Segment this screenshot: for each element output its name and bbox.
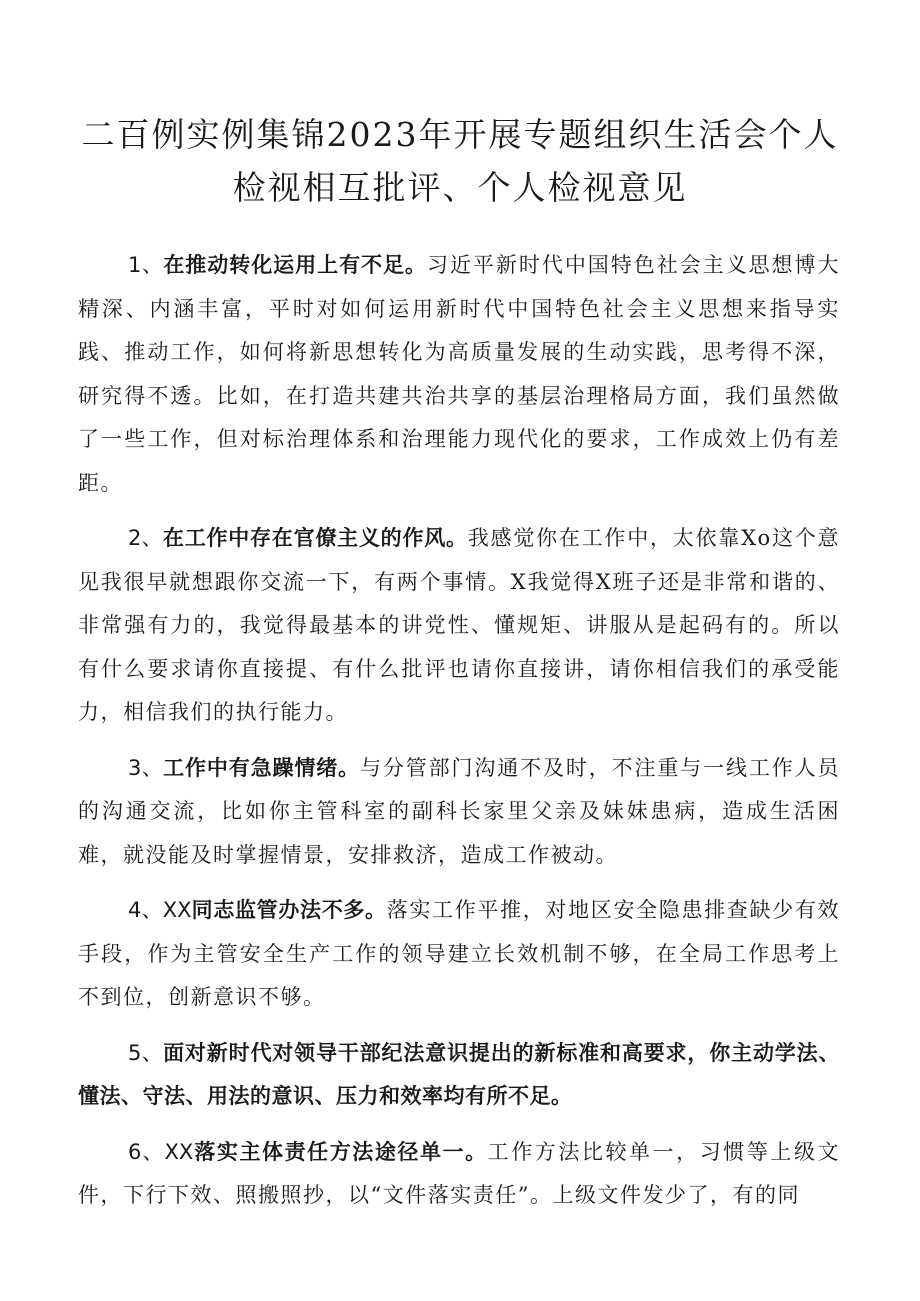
paragraph-heading: 面对新时代对领导干部纪法意识提出的新标准和高要求，你主动学法、懂法、守法、用法的意识、压力和效率均有所不足。 <box>78 1040 840 1108</box>
paragraph-heading: 在工作中存在官僚主义的作风。 <box>162 526 468 550</box>
paragraph-heading: 同志监管办法不多。 <box>191 898 387 922</box>
paragraph-text: 落实工作平推，对地区安全隐患排查缺少有效手段，作为主管安全生产工作的领导建立长效机制不够，在全局工作思考上不到位，创新意识不够。 <box>78 898 841 1009</box>
document-body <box>78 244 840 1230</box>
title-line-1: 二百例实例集锦2023年开展专题组织生活会个人 <box>81 115 839 154</box>
document-title <box>60 108 860 214</box>
paragraph-number: 6、XX <box>128 1139 194 1164</box>
paragraph-2 <box>78 517 840 735</box>
paragraph-number: 5、 <box>128 1040 164 1065</box>
paragraph-text: 与分管部门沟通不及时，不注重与一线工作人员的沟通交流，比如你主管科室的副科长家里父亲及妹妹患病，造成生活困难，就没能及时掌握情景，安排救济，造成工作被动。 <box>78 755 840 867</box>
paragraph-5 <box>78 1032 840 1119</box>
paragraph-number: 1、 <box>128 253 164 277</box>
paragraph-text: 工作方法比较单一，习惯等上级文件，下行下效、照搬照抄，以“文件落实责任”。上级文件发少了，有的同 <box>78 1139 841 1207</box>
paragraph-text: 我感觉你在工作中，太依靠Xo这个意见我很早就想跟你交流一下，有两个事情。X我觉得X班子还是非常和谐的、非常强有力的，我觉得最基本的讲党性、懂规矩、讲服从是起码有的。所以有什么要求请你直接提、有什么批评也请你直接讲，请你相信我们的承受能力，相信我们的执行能力。 <box>78 526 841 724</box>
paragraph-4 <box>78 889 840 1020</box>
paragraph-number: 3、 <box>128 755 164 780</box>
paragraph-6 <box>78 1131 840 1218</box>
title-line-2: 检视相互批评、个人检视意见 <box>232 168 688 207</box>
paragraph-heading: 落实主体责任方法途径单一。 <box>193 1139 488 1164</box>
paragraph-text: 习近平新时代中国特色社会主义思想博大精深、内涵丰富，平时对如何运用新时代中国特色社会主义思想来指导实践、推动工作，如何将新思想转化为高质量发展的生动实践，思考得不深，研究得不透。比如，在打造共建共治共享的基层治理格局方面，我们虽然做了一些工作，但对标治理体系和治理能力现代化的要求，工作成效上仍有差距。 <box>78 253 841 495</box>
paragraph-heading: 工作中有急躁情绪。 <box>163 755 360 780</box>
paragraph-3 <box>78 747 840 878</box>
paragraph-heading: 在推动转化运用上有不足。 <box>163 253 427 277</box>
paragraph-number: 2、 <box>128 526 163 550</box>
paragraph-number: 4、XX <box>128 898 192 922</box>
paragraph-1 <box>78 244 840 505</box>
